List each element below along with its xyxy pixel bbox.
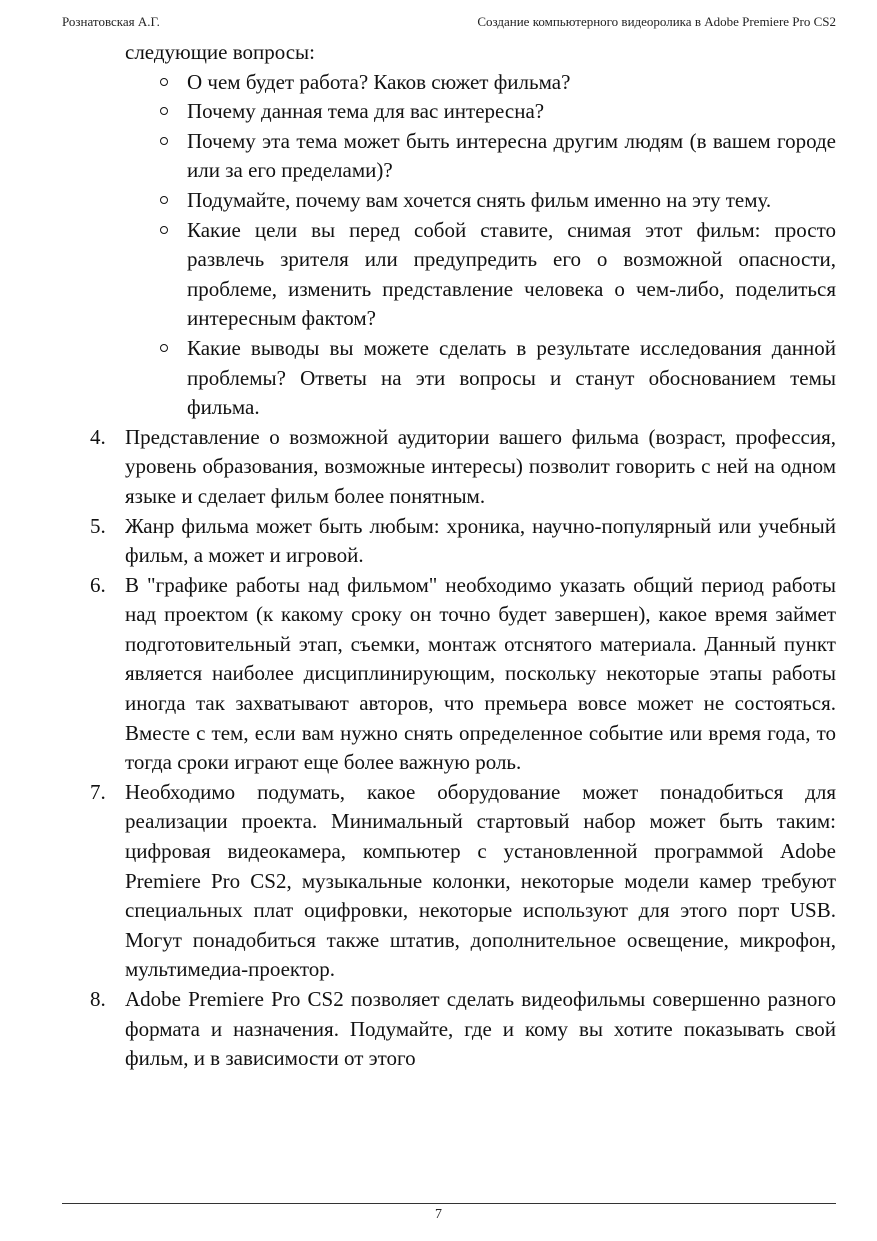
item-number: 7. [90,779,106,804]
bullet-text: Какие цели вы перед собой ставите, снимая этот фильм: просто развлечь зрителя или предупредить его о возможной опасности, проблеме, изменить представление человека о чем-либо, поделиться интересным фактом? [187,217,836,331]
list-item [187,97,836,127]
item-number: 4. [90,424,106,449]
list-item [90,985,836,1074]
circle-bullet-icon [160,196,168,204]
footer-divider [62,1203,836,1204]
list-item [187,186,836,216]
list-item [90,423,836,512]
question-list [62,68,836,423]
item-text: Необходимо подумать, какое оборудование может понадобиться для реализации проекта. Минимальный стартовый набор может быть таким: цифровая видеокамера, компьютер с установленной программой Adobe Premiere Pro CS2, музыкальные колонки, некоторые модели камер требуют специальных плат оцифровки, некоторые используют для этого порт USB. Могут понадобиться также штатив, дополнительное освещение, микрофон, мультимедиа-проектор. [125,779,836,982]
page-number: 7 [435,1207,442,1222]
intro-text: следующие вопросы: [125,40,315,64]
page-header [62,14,836,36]
list-item [90,778,836,985]
item-text: Adobe Premiere Pro CS2 позволяет сделать видеофильмы совершенно разного формата и назначения. Подумайте, где и кому вы хотите показывать свой фильм, и в зависимости от этого [125,987,836,1071]
circle-bullet-icon [160,344,168,352]
list-item [187,68,836,98]
item-number: 5. [90,513,106,538]
item-number: 8. [90,987,106,1011]
bullet-text: Какие выводы вы можете сделать в результате исследования данной проблемы? Ответы на эти вопросы и станут обоснованием темы фильма. [187,335,836,420]
bullet-text: Подумайте, почему вам хочется снять фильм именно на эту тему. [187,187,772,212]
list-item [90,571,836,778]
circle-bullet-icon [160,226,168,234]
list-item [187,216,836,334]
circle-bullet-icon [160,137,168,145]
bullet-text: О чем будет работа? Каков сюжет фильма? [187,69,571,94]
list-item [187,127,836,186]
list-item [187,334,836,423]
item-text: В "графике работы над фильмом" необходимо указать общий период работы над проектом (к какому сроку он точно будет завершен), какое время займет подготовительный этап, съемки, монтаж отснятого материала. Данный пункт является наиболее дисциплинирующим, поскольку некоторые этапы работы иногда так захватывают авторов, что премьера вовсе может не состояться. Вместе с тем, если вам нужно снять определенное событие или время года, то тогда сроки играют еще более важную роль. [125,572,836,775]
bullet-text: Почему данная тема для вас интересна? [187,99,545,124]
numbered-list [62,423,836,1074]
page-body [62,38,836,1074]
list-item [90,512,836,571]
header-title: Создание компьютерного видеоролика в Adobe Premiere Pro CS2 [477,14,836,29]
circle-bullet-icon [160,107,168,115]
item-number: 6. [90,572,106,597]
circle-bullet-icon [160,78,168,86]
header-author: Рознатовская А.Г. [62,14,160,29]
item-text: Жанр фильма может быть любым: хроника, научно-популярный или учебный фильм, а может и игровой. [125,513,836,568]
bullet-text: Почему эта тема может быть интересна другим людям (в вашем городе или за его пределами)? [187,128,836,183]
item-text: Представление о возможной аудитории вашего фильма (возраст, профессия, уровень образования, возможные интересы) позволит говорить с ней на одном языке и сделает фильм более понятным. [125,424,836,508]
